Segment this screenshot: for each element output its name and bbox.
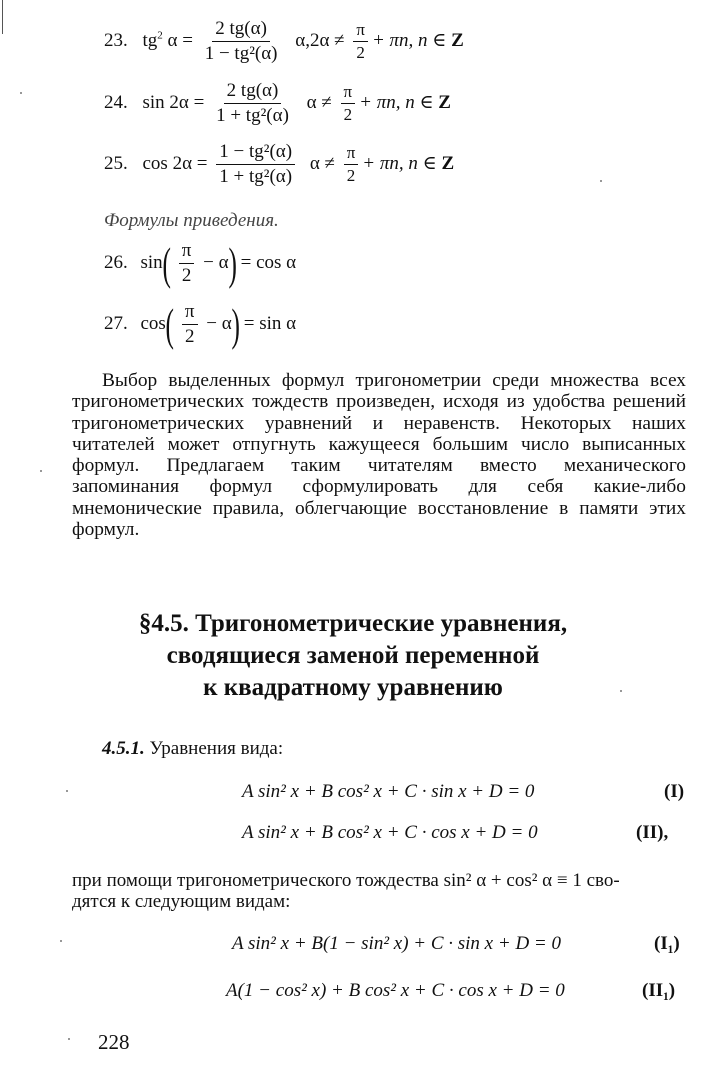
explanatory-paragraph: Выбор выделенных формул тригонометрии среди множества всех тригонометрических тождеств произведен, исходя из удобства решений тригонометрических уравнений и неравенств. Некоторых наших читателей может отпугнуть кажущееся большим число выписанных формул. Предлагаем таким читателям вместо механического запоминания формул сформулировать для себя какие-либо мнемонические правила, облегчающие восстановление в памяти этих формул.: [72, 370, 686, 541]
heading-line-2: сводящиеся заменой переменной: [166, 642, 540, 669]
formula-25: [104, 141, 454, 188]
heading-line-1: §4.5. Тригонометрические уравнения,: [138, 610, 568, 637]
right-paren: ): [231, 298, 240, 350]
equation-I1: A sin² x + B(1 − sin² x) + C · sin x + D = 0: [232, 933, 561, 954]
formula-number: 24.: [104, 91, 128, 113]
inner-tail: − α: [206, 312, 232, 334]
condition-fraction: $\frac{\pi}{2}$: [353, 20, 368, 63]
formula-number: 27.: [104, 312, 128, 334]
integer-set-symbol: Z: [441, 152, 455, 174]
formula-lhs: $tg^2$ α =: [142, 29, 193, 51]
formula-lhs: sin 2α =: [142, 91, 205, 113]
condition-tail: + πn, n ∈: [362, 152, 437, 174]
formula-26: [104, 237, 297, 289]
formula-fraction: $\frac{2 tg(\alpha)}{\text{1 + tg²(α)}}$: [216, 80, 289, 126]
condition-fraction: $\frac{\pi}{2}$: [344, 143, 359, 186]
formula-condition: α,2α ≠: [295, 29, 345, 51]
inner-tail: − α: [203, 251, 229, 273]
formula-rhs: = cos α: [240, 251, 297, 273]
subsection-intro: [102, 738, 283, 760]
formula-27: [104, 298, 297, 350]
section-heading: [60, 608, 646, 704]
identity-text-line-1: при помощи тригонометрического тождества sin² α + cos² α ≡ 1 сво-: [72, 870, 620, 891]
left-paren: (: [165, 298, 174, 350]
inner-fraction: $\frac{\pi}{2}$: [182, 301, 198, 348]
integer-set-symbol: Z: [438, 91, 451, 113]
equation-label-I: (I): [664, 781, 685, 802]
subsection-text: Уравнения вида:: [149, 738, 284, 759]
equation-label-I1: (I₁): [654, 933, 680, 954]
scan-border-line: [2, 0, 3, 34]
inner-fraction: $\frac{\pi}{2}$: [179, 240, 195, 287]
formula-condition: α ≠: [306, 91, 332, 113]
reduction-formulas-title: Формулы приведения.: [104, 210, 279, 231]
right-paren: ): [227, 237, 237, 289]
formula-lhs: cos 2α =: [142, 152, 208, 174]
condition-fraction: $\frac{\pi}{2}$: [341, 82, 356, 125]
condition-tail: + πn, n ∈: [371, 29, 447, 51]
page-number: 228: [98, 1030, 130, 1054]
function-name: sin: [140, 251, 163, 273]
equation-label-II: (II),: [636, 822, 669, 843]
identity-text-line-2: дятся к следующим видам:: [72, 891, 291, 912]
left-paren: (: [162, 237, 171, 289]
equation-II1: A(1 − cos² x) + B cos² x + C · cos x + D = 0: [226, 980, 565, 1001]
formula-fraction: $\frac{\text{1 − tg²(α)}}{\text{1 + tg²(α)}}$: [216, 141, 295, 188]
formula-condition: α ≠: [309, 152, 335, 174]
function-name: cos: [140, 312, 166, 334]
subsection-number: 4.5.1.: [102, 738, 145, 759]
scan-speck: [66, 790, 68, 792]
scan-speck: [620, 690, 622, 692]
scan-speck: [60, 940, 62, 942]
equation-label-II1: (II₁): [642, 980, 676, 1001]
scan-speck: [20, 92, 22, 94]
formula-rhs: = sin α: [243, 312, 297, 334]
integer-set-symbol: Z: [451, 29, 464, 51]
scan-speck: [600, 180, 602, 182]
formula-number: 26.: [104, 251, 128, 273]
condition-tail: + πn, n ∈: [359, 91, 434, 113]
formula-number: 25.: [104, 152, 128, 174]
equation-I: A sin² x + B cos² x + C · sin x + D = 0: [242, 781, 535, 802]
scan-speck: [40, 470, 42, 472]
heading-line-3: к квадратному уравнению: [203, 674, 503, 701]
equation-II: A sin² x + B cos² x + C · cos x + D = 0: [242, 822, 538, 843]
scan-speck: [68, 1038, 70, 1040]
formula-23: [104, 18, 464, 65]
formula-24: [104, 80, 451, 127]
formula-number: 23.: [104, 29, 128, 51]
formula-fraction: $\frac{2 tg(\alpha)}{\text{1 − tg²(α)}}$: [204, 18, 278, 64]
